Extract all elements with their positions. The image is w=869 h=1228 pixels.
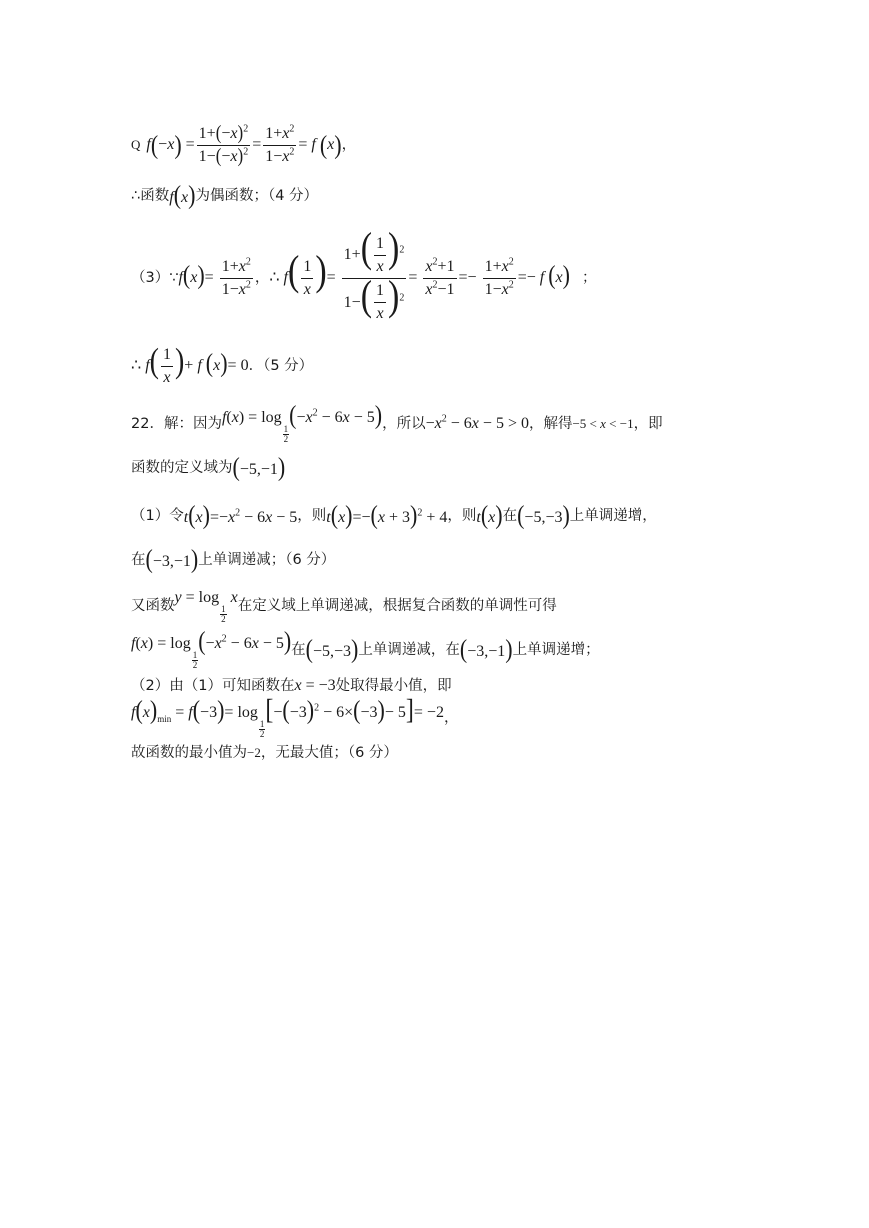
line-2-prefix: ∴函数	[131, 188, 170, 204]
decreasing-interval: 在 (−3,−1) 上单调递减；（6 分）	[131, 543, 336, 574]
line-7-tail: 上单调递增，	[569, 508, 657, 524]
line-11-text: （2）由（1）可知函数在	[131, 678, 295, 694]
domain-statement: 函数的定义域为 (−5,−1)	[131, 451, 286, 482]
part-3-comma: ，	[254, 270, 270, 286]
even-function-conclusion: ∴函数 f(x) 为偶函数；（4 分）	[131, 179, 319, 210]
line-9-prefix: 又函数	[131, 598, 175, 614]
composite-monotonicity: f(x) = log $\frac{1}{2}$ $(-x^2 - 6x - 5)$ 在 (−5,−3) 上单调递减，在 (−3,−1) 上单调递增；	[131, 625, 600, 670]
part-3-semicolon: ；	[581, 270, 597, 286]
line-5-mid: ，所以	[382, 416, 426, 432]
minimum-value-equation: $f(x)_{min} = f(-3)= \log$ $\frac{1}{2}$ $[-(-3)^2 - 6\times(-3)- 5]= -2$ ，	[131, 693, 459, 739]
line-8-prefix: 在	[131, 552, 146, 568]
line-10-tail: 上单调递增；	[512, 642, 600, 658]
part-1-substitution: （1）令 $t(x)=-x^2 - 6x - 5$ ，则 $t(x)=-(x + 3)^2 + 4$ ，则 t(x) 在 (−5,−3) 上单调递增，	[131, 499, 657, 530]
line-13-tail: ，无最大值；（6 分）	[260, 745, 398, 761]
line-10-mid: 在	[291, 642, 306, 658]
line-7-mid2: ，则	[447, 508, 477, 524]
line-2-suffix: 为偶函数；（4 分）	[195, 188, 319, 204]
final-conclusion: 故函数的最小值为 −2 ，无最大值；（6 分）	[131, 745, 398, 761]
line-10-mid2: 上单调递减，在	[358, 642, 460, 658]
line-4-tail: ．（5 分）	[248, 358, 314, 374]
line-8-tail: 上单调递减；（6 分）	[198, 552, 336, 568]
line-7-mid: ，则	[297, 508, 327, 524]
line-7-mid3: 在	[502, 508, 518, 524]
line-13-prefix: 故函数的最小值为	[131, 745, 247, 761]
part-3-conclusion: ∴ f( $\frac{1}{x}$ )+ f (x)= 0 ．（5 分）	[131, 341, 314, 386]
line-12-tail: ，	[443, 710, 459, 726]
part-3-derivation: （3）∵ f(x)= $\frac{1+x^2}{1-x^2}$ ， ∴ f( $\frac{1}{x}$ )= 1+( $\frac{1}{x}$ )$^2$ 1−( $\frac{1}{x}$ )$^2$ = $\frac{x^2+1}{x^2-1}$ =− $\frac{1+x^2}{1-x^2}$ =− f (x) ；	[131, 224, 597, 323]
line-6-text: 函数的定义域为	[131, 460, 233, 476]
line-5-mid2: ，解得	[528, 416, 573, 432]
line-5-prefix: 22．解：因为	[131, 416, 222, 432]
part-2-intro: （2）由（1）可知函数在 x = −3 处取得最小值，即	[131, 677, 452, 694]
line-11-tail: 处取得最小值，即	[335, 678, 452, 694]
problem-22-intro: 22．解：因为 f(x) = log $\frac{1}{2}$ $(-x^2 - 6x - 5)$ ，所以 $-x^2 - 6x - 5 > 0$ ，解得 −5 < x < −1 ，即	[131, 399, 663, 444]
equation-even-function: Q f ( − x ) = $\frac{1+(-x)^2}{1-(-x)^2}$ = $\frac{1+x^2}{1-x^2}$ = f ( x ) ，	[131, 120, 357, 167]
line-9-tail: 在定义域上单调递减，根据复合函数的单调性可得	[237, 598, 557, 614]
line-5-tail: ，即	[633, 416, 663, 432]
line-1-tail: ，	[341, 137, 357, 153]
line-7-prefix: （1）令	[131, 508, 184, 524]
log-function-monotonic: 又函数 y = log $\frac{1}{2}$ x 在定义域上单调递减，根据复合函数的单调性可得	[131, 589, 557, 624]
part-3-label: （3）∵	[131, 270, 179, 286]
